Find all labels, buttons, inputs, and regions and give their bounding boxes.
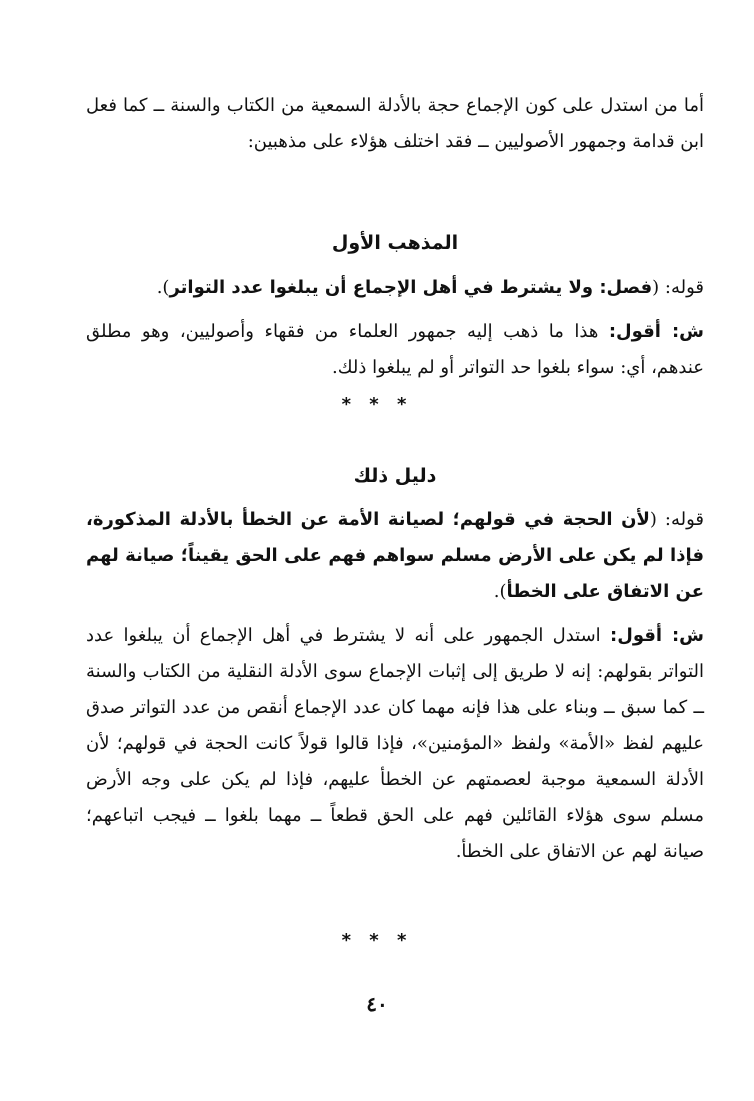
commentary-paragraph-1 [86, 314, 704, 386]
quote-prefix: قوله: ( [652, 277, 704, 298]
quote-paragraph-2 [86, 502, 704, 610]
quote-paragraph-1 [86, 270, 704, 306]
quote-suffix: ). [156, 277, 170, 298]
commentary-paragraph-2 [86, 618, 704, 870]
commentary-label: ش: أقول: [608, 321, 704, 342]
intro-paragraph: أما من استدل على كون الإجماع حجة بالأدلة السمعية من الكتاب والسنة ــ كما فعل ابن قدامة وجمهور الأصوليين ــ فقد اختلف هؤلاء على مذهبين: [86, 95, 704, 152]
commentary-label: ش: أقول: [610, 625, 704, 646]
quote-prefix: قوله: ( [649, 509, 704, 530]
section-heading-evidence: دليل ذلك [353, 465, 437, 487]
separator-stars-2: * * * [341, 930, 413, 951]
commentary-text: استدل الجمهور على أنه لا يشترط في أهل الإجماع أن يبلغوا عدد التواتر بقولهم: إنه لا طريق إلى إثبات الإجماع سوى الأدلة النقلية من الكتاب والسنة ــ كما سبق ــ وبناء على هذا فإنه مهما كان عدد الإجماع أنقص من عدد التواتر صدق عليهم لفظ «الأمة» ولفظ «المؤمنين»، فإذا قالوا قولاً كانت الحجة في قولهم؛ لأن الأدلة السمعية موجبة لعصمتهم عن الخطأ عليهم، فإذا لم يكن على وجه الأرض مسلم سوى هؤلاء القائلين فهم على الحق قطعاً ــ مهما بلغوا ــ فيجب اتباعهم؛ صيانة لهم عن الاتفاق على الخطأ. [86, 625, 704, 862]
separator-stars-1: * * * [341, 394, 413, 415]
quote-text: لأن الحجة في قولهم؛ لصيانة الأمة عن الخطأ بالأدلة المذكورة، فإذا لم يكن على الأرض مسلم سواهم فهم على الحق يقيناً؛ صيانة لهم عن الاتفاق على الخطأ [86, 509, 704, 602]
quote-text: فصل: ولا يشترط في أهل الإجماع أن يبلغوا عدد التواتر [169, 277, 653, 298]
page-number: ٤٠ [366, 992, 388, 1016]
commentary-text: هذا ما ذهب إليه جمهور العلماء من فقهاء وأصوليين، وهو مطلق عندهم، أي: سواء بلغوا حد التواتر أو لم يبلغوا ذلك. [86, 321, 704, 378]
quote-suffix: ). [493, 581, 507, 602]
section-heading-first-school: المذهب الأول [331, 232, 459, 254]
